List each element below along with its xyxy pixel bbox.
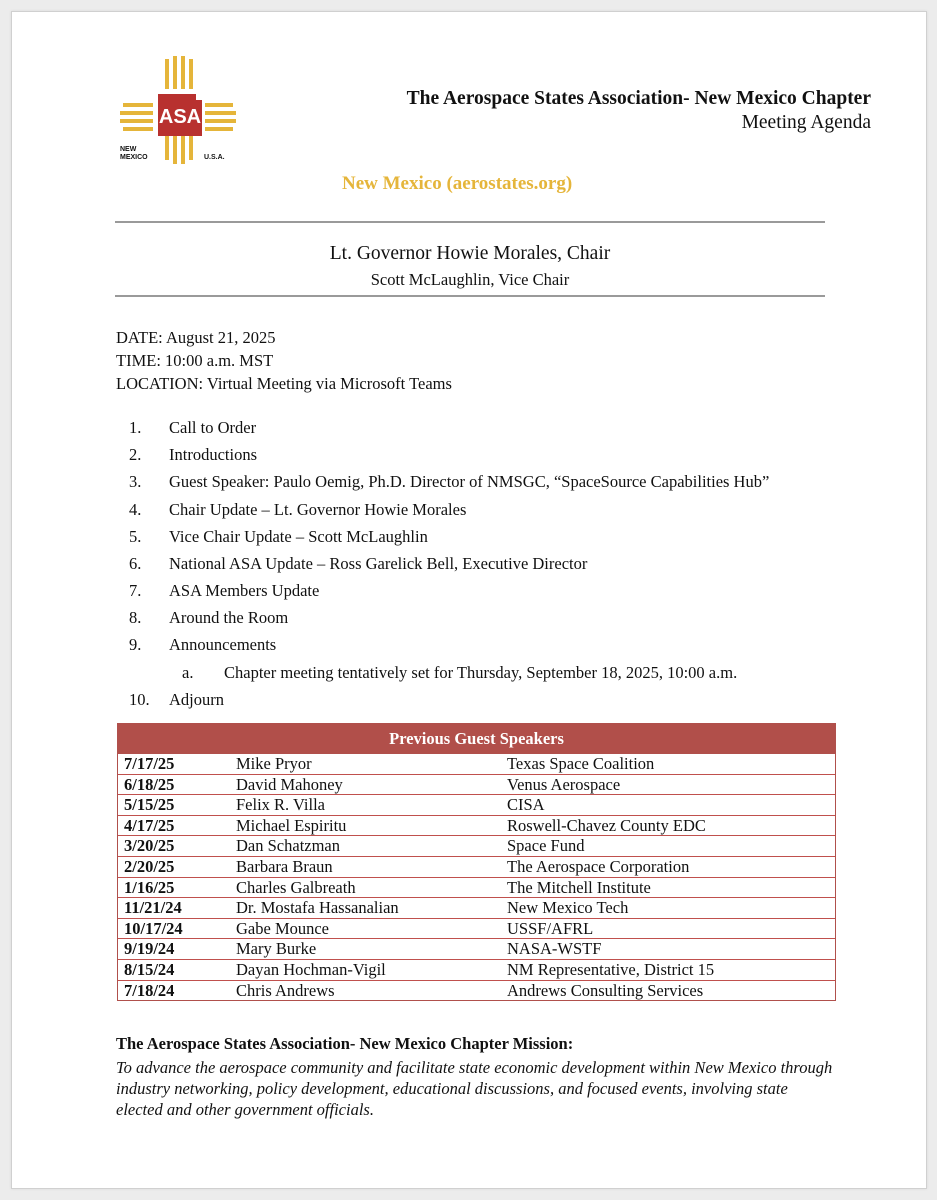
table-row	[118, 753, 835, 774]
table-row	[118, 815, 835, 836]
speaker-date: 2/20/25	[124, 856, 175, 876]
speaker-date: 4/17/25	[124, 815, 175, 835]
speaker-org: The Aerospace Corporation	[507, 856, 690, 876]
speaker-name: Charles Galbreath	[236, 877, 356, 897]
meeting-location: LOCATION: Virtual Meeting via Microsoft Teams	[116, 374, 452, 393]
meeting-date: DATE: August 21, 2025	[116, 328, 276, 347]
table-row	[118, 877, 835, 898]
speaker-name: Dr. Mostafa Hassanalian	[236, 898, 399, 918]
doc-title: Meeting Agenda	[741, 112, 871, 133]
site-link[interactable]: New Mexico (aerostates.org)	[342, 173, 573, 194]
speaker-name: Chris Andrews	[236, 980, 335, 1000]
table-row	[118, 959, 835, 980]
table-header: Previous Guest Speakers	[118, 724, 835, 753]
logo-country-text: U.S.A.	[204, 154, 225, 161]
speaker-date: 10/17/24	[124, 918, 183, 938]
speaker-date: 9/19/24	[124, 939, 175, 959]
speaker-name: David Mahoney	[236, 774, 343, 794]
speaker-org: Roswell-Chavez County EDC	[507, 815, 706, 835]
mission-text: To advance the aerospace community and facilitate state economic development within New Mexico through industry networking, policy development, educational discussions, and focused events, involving state elected and other government officials.	[116, 1058, 833, 1119]
speaker-org: The Mitchell Institute	[507, 877, 651, 897]
speaker-org: NM Representative, District 15	[507, 959, 715, 979]
svg-text:MEXICO: MEXICO	[120, 154, 148, 161]
org-title: The Aerospace States Association- New Mexico Chapter	[406, 88, 871, 109]
table-row	[118, 856, 835, 877]
table-row	[118, 774, 835, 795]
chair-line: Lt. Governor Howie Morales, Chair	[329, 243, 611, 264]
table-row	[118, 835, 835, 856]
speaker-date: 6/18/25	[124, 774, 175, 794]
table-row	[118, 938, 835, 959]
speaker-org: Space Fund	[507, 836, 585, 856]
speaker-name: Barbara Braun	[236, 856, 333, 876]
speaker-org: Venus Aerospace	[507, 774, 621, 794]
table-row	[118, 794, 835, 815]
meeting-time: TIME: 10:00 a.m. MST	[116, 351, 274, 370]
speaker-date: 8/15/24	[124, 959, 175, 979]
table-row	[118, 897, 835, 918]
zia-sun-logo-icon	[118, 56, 236, 174]
svg-text:NEW: NEW	[120, 146, 137, 153]
speaker-name: Michael Espiritu	[236, 815, 347, 835]
speaker-date: 7/17/25	[124, 754, 175, 773]
document-page: ASA NEW MEXICO U.S.A. The Aerospace States Association- New Mexico Chapter Meeting Agenda New Mexico (aerostates.org) Lt. Governor Howie Morales, Chair Scott McLaughlin, Vice Chair DATE: August 21, 2025 TIME: 10:00 a.m. MST LOCATION: Virtual Meeting via Microsoft Teams 1. Call to Order 2. Introductions 3. Guest Speaker: Paulo Oemig, Ph.D. Director of NMSGC, “SpaceSource Capabilities Hub” 4. Chair Update – Lt. Governor Howie Morales 5. Vice Chair Update – Scott McLaughlin 6. National ASA Update – Ross Garelick Bell, Executive Director 7. ASA Members Update 8. Around the Room 9. Announcements a. Chapter meeting tentatively set for Thursday, September 18, 2025, 10:00 a.m. 10. Adjourn Previous Guest Speakers 7/17/25 Mike Pryor Texas Space Coalition 6/18/25 David Mahoney Venus Aerospace 5/15/25 Felix R. Villa CISA 4/17/25 Michael Espiritu Roswell-Chavez County EDC 3/20/25 Dan Schatzman Space Fund 2/20/25 Barbara Braun The Aerospace Corporation 1/16/25 Charles Galbreath The Mitchell Institute 11/21/24 Dr. Mostafa Hassanalian New Mexico Tech 10/17/24 Gabe Mounce USSF/AFRL 9/19/24 Mary Burke NASA-WSTF 8/15/24 Dayan Hochman-Vigil NM Representative, District 15 7/18/24 Chris Andrews Andrews Consulting Services The Aerospace States Association- New Mexico Chapter Mission: To advance the aerospace community and facilitate state economic development within New Mexico through industry networking, policy development, educational discussions, and focused events, involving state elected and other government officials.	[11, 11, 927, 1189]
speaker-name: Dayan Hochman-Vigil	[236, 959, 386, 979]
table-row	[118, 918, 835, 939]
speaker-name: Gabe Mounce	[236, 918, 330, 938]
speaker-org: New Mexico Tech	[507, 898, 629, 918]
speaker-name: Felix R. Villa	[236, 795, 326, 815]
mission-title: The Aerospace States Association- New Mexico Chapter Mission:	[116, 1034, 574, 1053]
previous-speakers-table	[117, 723, 836, 1001]
speaker-date: 5/15/25	[124, 795, 175, 815]
asa-logo	[118, 56, 236, 174]
speaker-org: CISA	[507, 795, 545, 815]
speaker-name: Mike Pryor	[236, 754, 312, 773]
speaker-date: 11/21/24	[124, 898, 182, 918]
speaker-org: USSF/AFRL	[507, 918, 594, 938]
speaker-org: Texas Space Coalition	[507, 754, 655, 773]
speaker-date: 7/18/24	[124, 980, 175, 1000]
bottom-divider	[115, 295, 825, 297]
speaker-date: 1/16/25	[124, 877, 175, 897]
speaker-name: Dan Schatzman	[236, 836, 341, 856]
speaker-org: NASA-WSTF	[507, 939, 602, 959]
table-row	[118, 980, 835, 1001]
speaker-date: 3/20/25	[124, 836, 175, 856]
speaker-org: Andrews Consulting Services	[507, 980, 704, 1000]
top-divider	[115, 221, 825, 223]
vice-chair-line: Scott McLaughlin, Vice Chair	[370, 270, 570, 289]
speaker-name: Mary Burke	[236, 939, 317, 959]
logo-badge-text: ASA	[158, 106, 202, 128]
